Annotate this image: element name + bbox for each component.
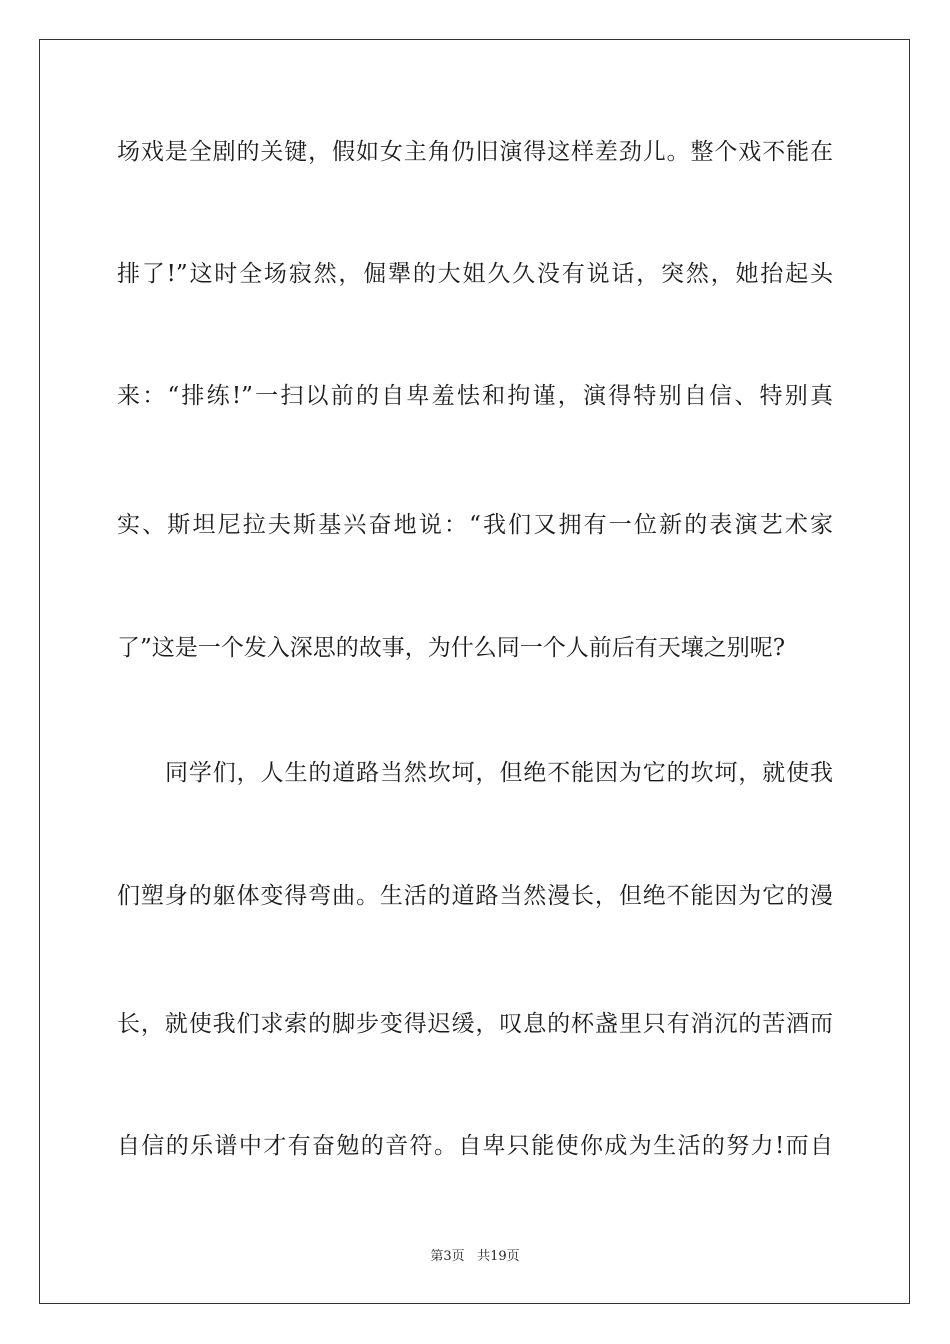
text-line-6: 同学们，人生的道路当然坎坷，但绝不能因为它的坎坷，就使我 xyxy=(165,760,833,786)
text-line-5: 了”这是一个发入深思的故事，为什么同一个人前后有天壤之别呢? xyxy=(117,635,786,661)
text-line-9: 自信的乐谱中才有奋勉的音符。自卑只能使你成为生活的努力!而自 xyxy=(117,1133,833,1159)
page-border xyxy=(39,39,910,1304)
page-footer xyxy=(0,1248,950,1266)
text-line-4: 实、斯坦尼拉夫斯基兴奋地说：“我们又拥有一位新的表演艺术家 xyxy=(117,512,833,538)
text-line-1: 场戏是全剧的关键，假如女主角仍旧演得这样差劲儿。整个戏不能在 xyxy=(117,139,833,165)
page-number: 第3页 xyxy=(430,1249,465,1264)
text-line-8: 长，就使我们求索的脚步变得迟缓，叹息的杯盏里只有消沉的苦酒而 xyxy=(117,1011,833,1037)
text-line-7: 们塑身的躯体变得弯曲。生活的道路当然漫长，但绝不能因为它的漫 xyxy=(117,883,833,909)
page-total: 共19页 xyxy=(477,1249,520,1264)
text-line-2: 排了!”这时全场寂然，倔犟的大姐久久没有说话，突然，她抬起头 xyxy=(117,261,833,287)
text-line-3: 来：“排练!”一扫以前的自卑羞怯和拘谨，演得特别自信、特别真 xyxy=(117,383,833,409)
